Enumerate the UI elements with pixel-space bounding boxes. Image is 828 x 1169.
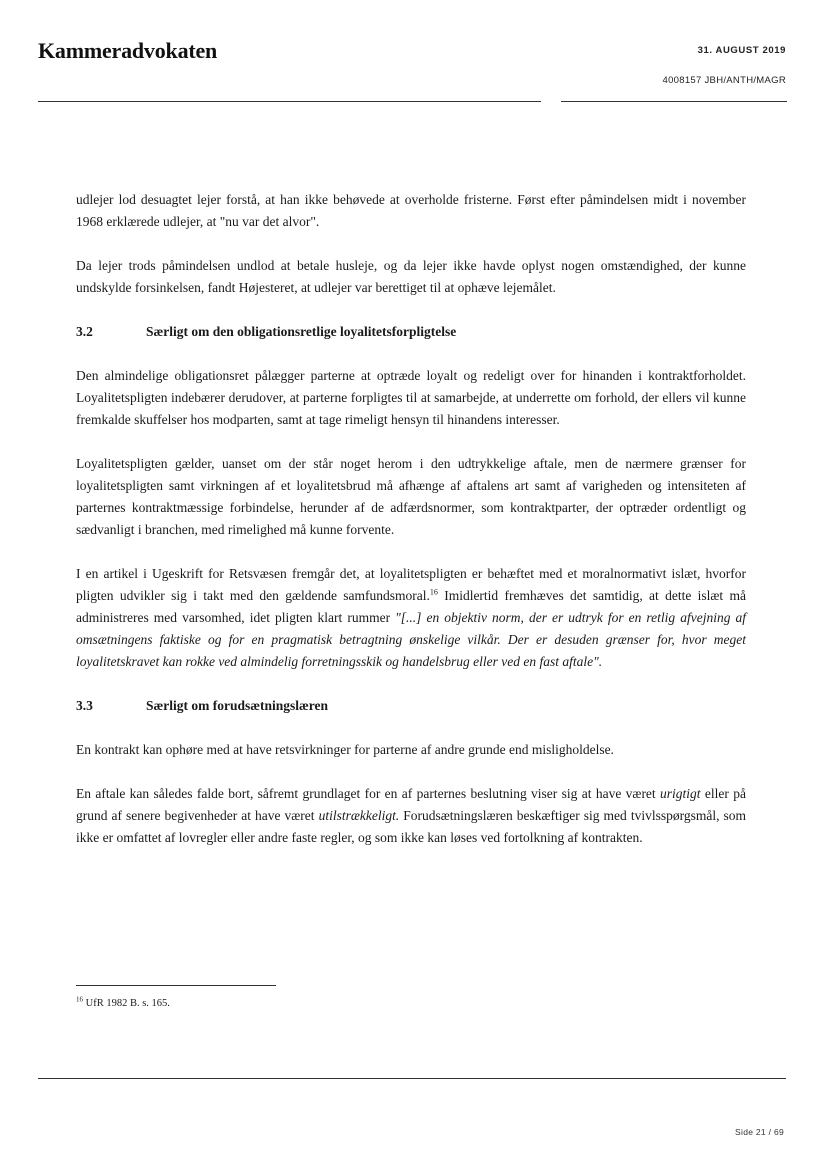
section-number: 3.3	[76, 698, 93, 713]
document-date: 31. AUGUST 2019	[697, 45, 786, 56]
paragraph: En kontrakt kan ophøre med at have retsvirkninger for parterne af andre grunde end misligholdelse.	[76, 742, 614, 757]
paragraph-text: En aftale kan således falde bort, såfremt grundlaget for en af parternes beslutning viser sig at have været	[76, 786, 661, 801]
footnote-reference[interactable]: 16	[429, 587, 438, 597]
paragraph: Da lejer trods påmindelsen undlod at betale husleje, og da lejer ikke havde oplyst nogen omstændighed, der kunne undskylde forsinkelsen, fandt Højesteret, at udlejer var berettiget til at ophæve lejemålet.	[76, 258, 746, 295]
section-title: Særligt om forudsætningslæren	[146, 698, 329, 713]
paragraph	[76, 783, 746, 849]
firm-logo: Kammeradvokaten	[38, 38, 218, 63]
paragraph	[76, 563, 746, 673]
paragraph: Loyalitetspligten gælder, uanset om der står noget herom i den udtrykkelige aftale, men de nærmere grænser for loyalitetspligten samt virkningen af et loyalitetsbrud må afhænge af aftalens art samt af varigheden og intensiteten af parternes kontraktmæssige forbindelse, herunder af de adfærdsnormer, som kontraktparter, der optræder ordentligt og sædvanligt i branchen, med rimelighed må kunne forvente.	[76, 456, 746, 537]
paragraph-text: I en artikel i Ugeskrift for Retsvæsen fremgår det, at loyalitetspligten er behæftet med et moralnormativt islæt, hvorfor pligten udvikler sig i takt med den gældende samfundsmoral.	[76, 566, 746, 603]
emphasis: urigtigt	[660, 786, 701, 801]
footnote-number: 16	[76, 995, 83, 1004]
footnote-divider	[76, 985, 276, 986]
paragraph: udlejer lod desuagtet lejer forstå, at han ikke behøvede at overholde fristerne. Først efter påmindelsen midt i november 1968 erklærede udlejer, at "nu var det alvor".	[76, 192, 746, 229]
footer-divider	[38, 1078, 786, 1079]
paragraph-text: eller på grund af senere begivenheder at have været	[76, 786, 746, 823]
header-divider-right	[561, 101, 787, 102]
header-divider-left	[38, 101, 541, 102]
section-heading-3-2	[76, 321, 746, 343]
section-number: 3.2	[76, 324, 93, 339]
paragraph-text: Imidlertid fremhæves det samtidig, at dette islæt må administreres med varsomhed, idet pligten klart rummer	[76, 588, 746, 625]
section-heading-3-3	[76, 695, 746, 717]
footnote-text: UfR 1982 B. s. 165.	[83, 998, 170, 1009]
section-title: Særligt om den obligationsretlige loyalitetsforpligtelse	[146, 324, 457, 339]
emphasis: utilstrækkeligt.	[318, 808, 400, 823]
page-number: Side 21 / 69	[735, 1127, 784, 1137]
main-content	[76, 189, 746, 871]
document-reference: 4008157 JBH/ANTH/MAGR	[662, 75, 786, 86]
paragraph-text: Forudsætningslæren beskæftiger sig med tvivlsspørgsmål, som ikke er omfattet af lovregler eller andre faste regler, og som ikke kan løses ved fortolkning af kontrakten.	[76, 808, 746, 845]
footnote	[76, 997, 170, 1011]
paragraph: Den almindelige obligationsret pålægger parterne at optræde loyalt og redeligt over for hinanden i kontraktforholdet. Loyalitetspligten indebærer derudover, at parterne forpligtes til at samarbejde, at underrette om forhold, der ellers vil kunne fremkalde skuffelser hos modparten, samt at tage rimeligt hensyn til hinandens interesser.	[76, 368, 746, 427]
quotation: "[...] en objektiv norm, der er udtryk for en retlig afvejning af omsætningens faktiske og for en pragmatisk betragtning ønskelige vilkår. Der er desuden grænser for, hvor meget loyalitetskravet kan rokke ved almindelig forretningsskik og handelsbrug eller ved en fast aftale".	[76, 610, 746, 669]
